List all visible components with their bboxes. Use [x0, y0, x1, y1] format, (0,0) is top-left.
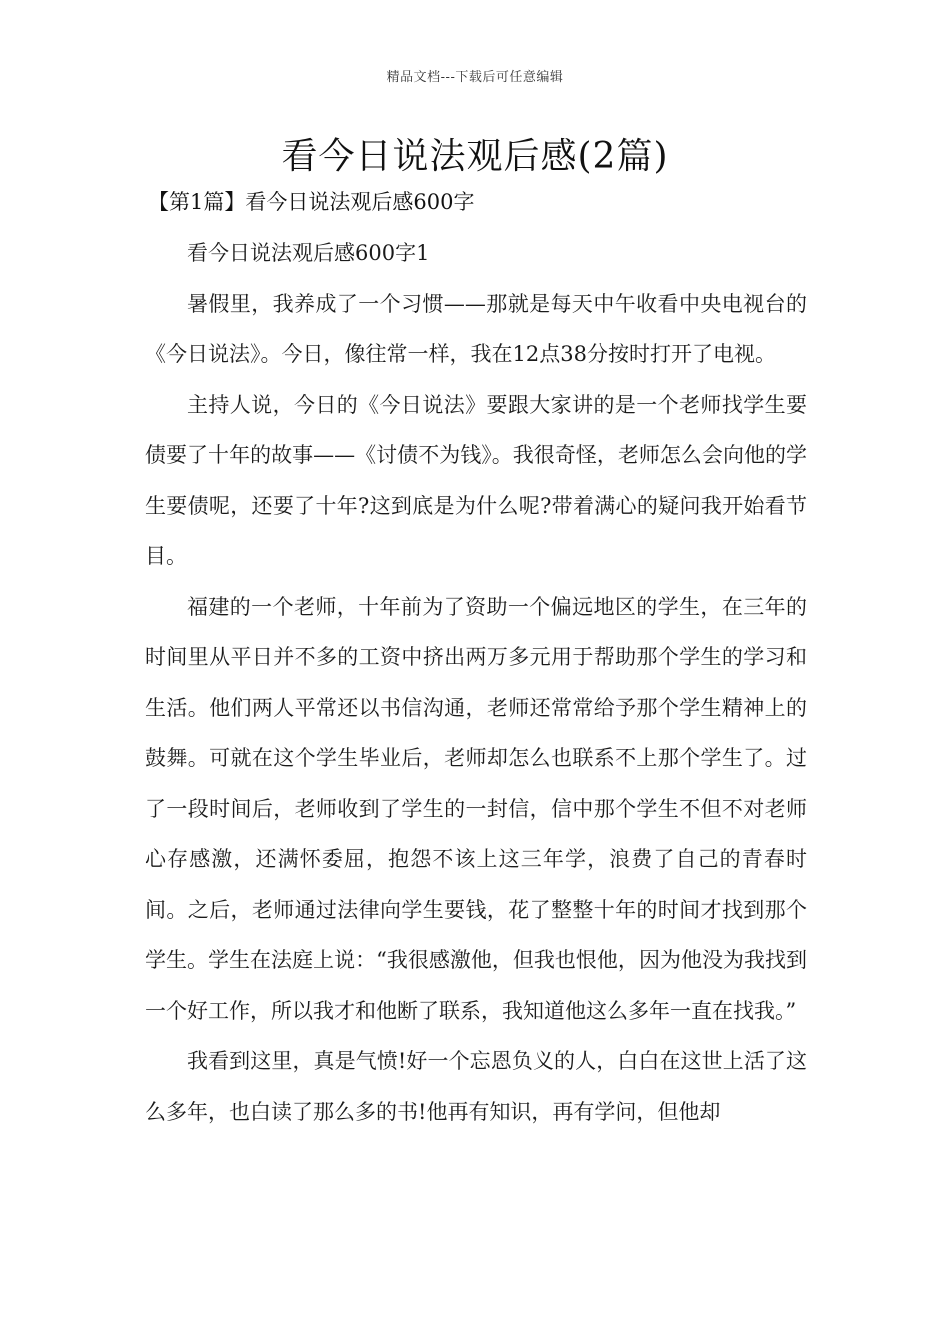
document-title: 看今日说法观后感(2篇) [281, 136, 669, 177]
document-body [145, 228, 807, 1137]
paragraph: 福建的一个老师，十年前为了资助一个偏远地区的学生，在三年的时间里从平日并不多的工资中挤出两万多元用于帮助那个学生的学习和生活。他们两人平常还以书信沟通，老师还常常给予那个学生精神上的鼓舞。可就在这个学生毕业后，老师却怎么也联系不上那个学生了。过了一段时间后，老师收到了学生的一封信，信中那个学生不但不对老师心存感激，还满怀委屈，抱怨不该上这三年学，浪费了自己的青春时间。之后，老师通过法律向学生要钱，花了整整十年的时间才找到那个学生。学生在法庭上说：“我很感激他，但我也恨他，因为他没为我找到一个好工作，所以我才和他断了联系，我知道他这么多年一直在找我。” [145, 594, 807, 1023]
article-subtitle: 看今日说法观后感600字1 [187, 241, 430, 265]
paragraph: 主持人说，今日的《今日说法》要跟大家讲的是一个老师找学生要债要了十年的故事——《讨债不为钱》。我很奇怪，老师怎么会向他的学生要债呢，还要了十年?这到底是为什么呢?带着满心的疑问我开始看节目。 [145, 392, 807, 568]
paragraph: 我看到这里，真是气愤!好一个忘恩负义的人，白白在这世上活了这么多年，也白读了那么多的书!他再有知识，再有学问，但他却 [145, 1049, 807, 1124]
section-heading: 【第1篇】看今日说法观后感600字 [148, 190, 475, 214]
header-note: 精品文档---下载后可任意编辑 [386, 70, 564, 85]
paragraph: 暑假里，我养成了一个习惯——那就是每天中午收看中央电视台的《今日说法》。今日，像往常一样，我在12点38分按时打开了电视。 [145, 291, 807, 366]
